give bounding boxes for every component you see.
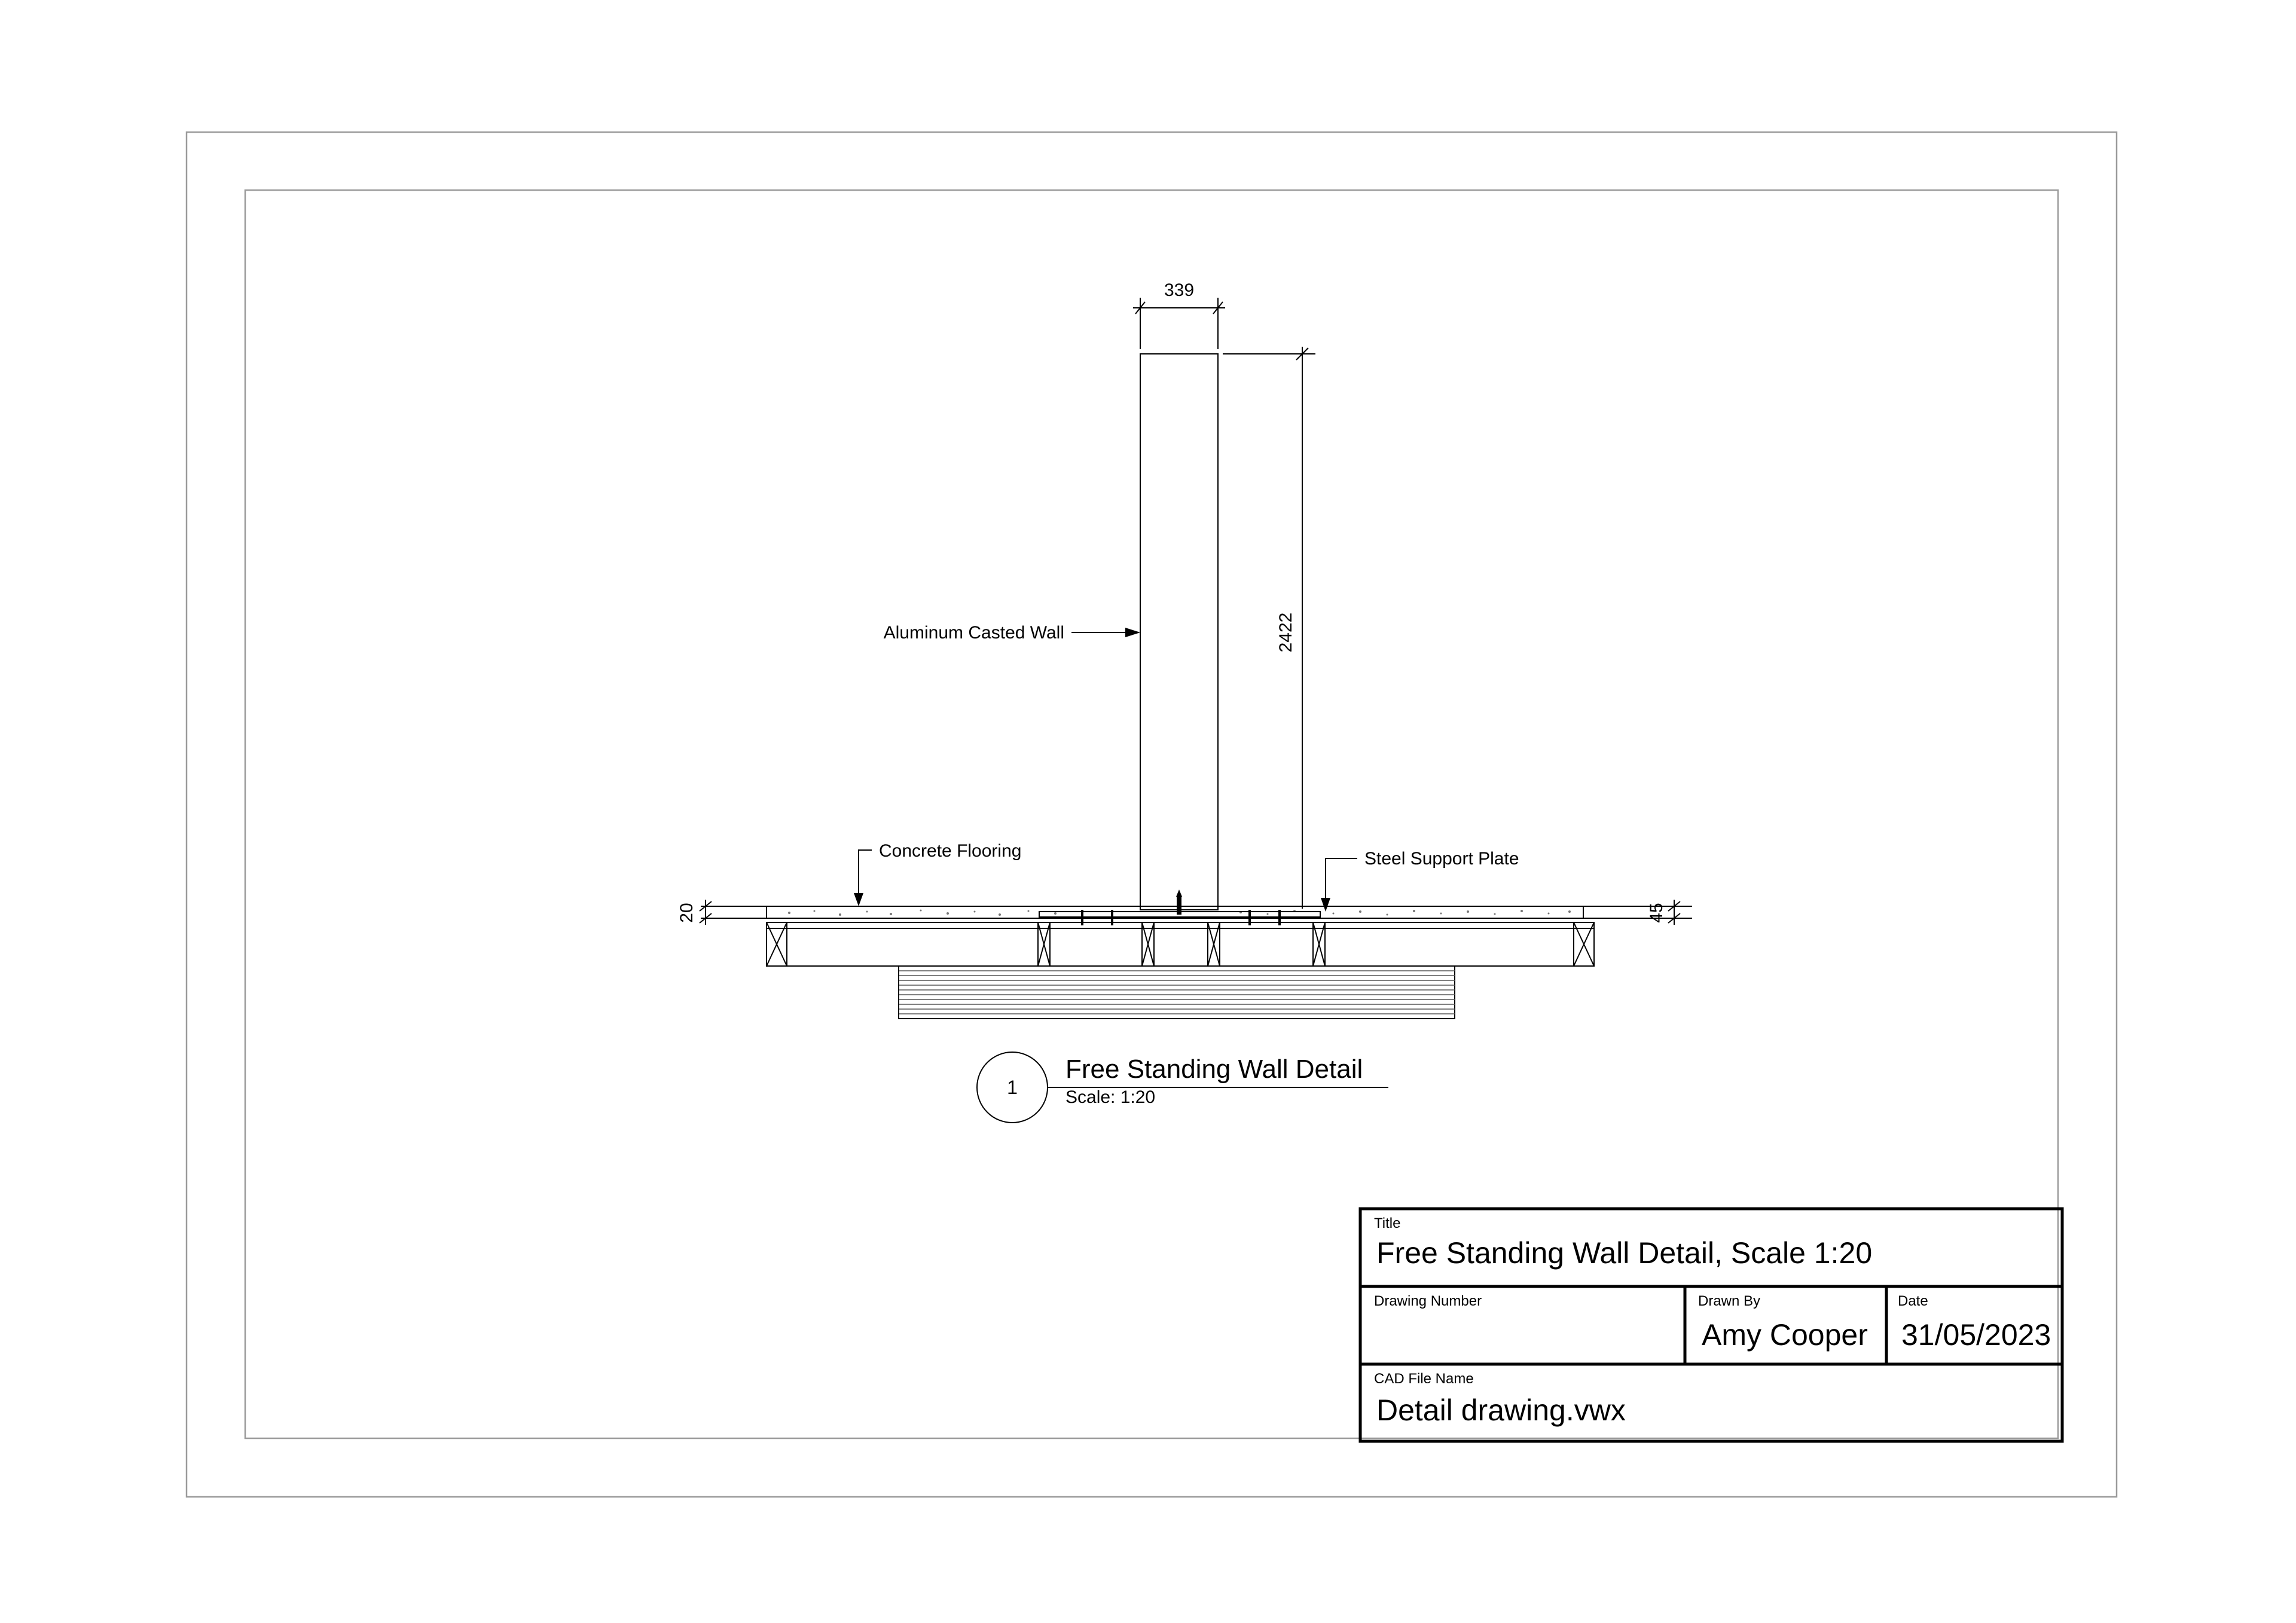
outer-border xyxy=(187,132,2117,1497)
detail-callout xyxy=(977,1052,1388,1123)
drawn-by-label: Drawn By xyxy=(1698,1293,1761,1309)
dim-right-thickness-text: 45 xyxy=(1647,903,1666,923)
dim-left-thickness-text: 20 xyxy=(677,903,697,923)
concrete-flooring-label: Concrete Flooring xyxy=(879,841,1022,861)
floor-framing xyxy=(767,922,1594,966)
dim-wall-height-text: 2422 xyxy=(1276,612,1296,653)
cad-file-label: CAD File Name xyxy=(1374,1371,1474,1387)
date-value: 31/05/2023 xyxy=(1901,1318,2051,1352)
steel-plate-label: Steel Support Plate xyxy=(1364,849,1519,869)
dim-wall-width-text: 339 xyxy=(1164,280,1195,300)
title-label: Title xyxy=(1374,1215,1401,1231)
dimension-left-thickness xyxy=(677,900,767,925)
bearer xyxy=(899,966,1455,1019)
detail-title: Free Standing Wall Detail xyxy=(1065,1055,1363,1084)
label-concrete-flooring xyxy=(854,841,1021,906)
date-label: Date xyxy=(1898,1293,1928,1309)
cad-file-value: Detail drawing.vwx xyxy=(1376,1393,1626,1427)
label-aluminum-wall xyxy=(884,623,1140,643)
dimension-wall-height xyxy=(1223,347,1315,909)
dimension-right-thickness xyxy=(1583,900,1692,925)
title-block xyxy=(1360,1209,2062,1441)
detail-scale: Scale: 1:20 xyxy=(1065,1087,1156,1107)
anchor-spike xyxy=(1176,890,1182,915)
concrete-slab xyxy=(767,906,1583,922)
title-value: Free Standing Wall Detail, Scale 1:20 xyxy=(1376,1236,1873,1270)
detail-number: 1 xyxy=(1007,1077,1018,1098)
drawing-number-label: Drawing Number xyxy=(1374,1293,1482,1309)
label-steel-plate xyxy=(1321,849,1519,912)
aluminum-wall-label: Aluminum Casted Wall xyxy=(883,623,1064,643)
drawn-by-value: Amy Cooper xyxy=(1702,1318,1868,1352)
dimension-wall-width xyxy=(1133,280,1225,349)
aluminum-wall xyxy=(1140,354,1218,910)
